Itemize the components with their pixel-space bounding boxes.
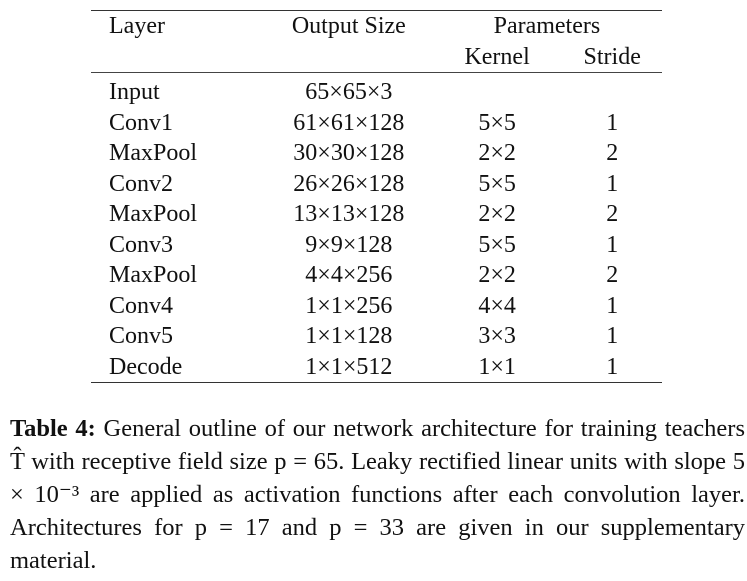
cell-kernel: 3×3 (478, 323, 516, 349)
cell-kernel: 4×4 (478, 292, 516, 319)
cell-layer: Conv3 (109, 231, 174, 258)
cell-layer: Decode (109, 353, 183, 380)
cell-kernel: 5×5 (478, 170, 516, 197)
cell-output-size: 1×1×128 (305, 323, 393, 349)
caption-label: Table 4: (10, 415, 96, 442)
header-layer: Layer (109, 13, 165, 39)
cell-layer: Conv2 (109, 170, 174, 197)
cell-kernel: 1×1 (478, 353, 516, 380)
table-row (91, 352, 662, 383)
table-row (91, 321, 662, 352)
header-kernel: Kernel (464, 43, 530, 70)
cell-stride: 1 (606, 353, 619, 380)
cell-stride: 1 (606, 292, 619, 319)
table-caption (10, 412, 745, 577)
cell-output-size: 13×13×128 (293, 201, 405, 227)
table-body (91, 73, 662, 383)
cell-output-size: 1×1×256 (305, 292, 393, 319)
cell-output-size: 9×9×128 (305, 231, 393, 258)
header-parameters: Parameters (493, 13, 601, 39)
cell-output-size: 26×26×128 (293, 170, 405, 197)
cell-output-size: 61×61×128 (293, 109, 405, 136)
cell-stride: 2 (606, 262, 619, 288)
header-output-size: Output Size (291, 13, 406, 39)
cell-kernel (432, 73, 563, 108)
table-row (91, 199, 662, 230)
cell-stride: 1 (606, 231, 619, 258)
header-stride: Stride (583, 43, 641, 70)
cell-output-size: 65×65×3 (305, 79, 393, 105)
table-row (91, 138, 662, 169)
cell-stride: 2 (606, 140, 619, 166)
cell-layer: MaxPool (109, 201, 198, 227)
table-row (91, 73, 662, 108)
cell-stride: 1 (606, 323, 619, 349)
table-row (91, 291, 662, 322)
table-header-row (91, 11, 662, 42)
architecture-table-container (91, 10, 662, 383)
cell-layer: Conv5 (109, 323, 174, 349)
cell-kernel: 2×2 (478, 140, 516, 166)
cell-stride: 1 (606, 109, 619, 136)
cell-stride: 1 (606, 170, 619, 197)
architecture-table (91, 10, 662, 383)
cell-output-size: 4×4×256 (305, 262, 393, 288)
caption-text: General outline of our network architecture for training teachers T̂ with receptive field size p = 65. Leaky rectified linear units with slope 5 × 10⁻³ are applied as activation functions after each convolution layer. Architectures for p = 17 and p = 33 are given in our supplementary material. (10, 415, 745, 574)
cell-kernel: 5×5 (478, 109, 516, 136)
table-row (91, 260, 662, 291)
cell-stride: 2 (606, 201, 619, 227)
cell-output-size: 1×1×512 (305, 353, 393, 380)
table-row (91, 169, 662, 200)
cell-kernel: 2×2 (478, 201, 516, 227)
table-subheader-row (91, 42, 662, 73)
cell-layer: Conv1 (109, 109, 174, 136)
cell-layer: MaxPool (109, 140, 198, 166)
cell-output-size: 30×30×128 (293, 140, 405, 166)
cell-layer: Conv4 (109, 292, 174, 319)
subheader-empty-layer (91, 42, 266, 73)
cell-layer: Input (109, 79, 160, 105)
table-row (91, 230, 662, 261)
cell-layer: MaxPool (109, 262, 198, 288)
cell-kernel: 5×5 (478, 231, 516, 258)
cell-stride (562, 73, 662, 108)
subheader-empty-output (266, 42, 432, 73)
table-row (91, 108, 662, 139)
cell-kernel: 2×2 (478, 262, 516, 288)
